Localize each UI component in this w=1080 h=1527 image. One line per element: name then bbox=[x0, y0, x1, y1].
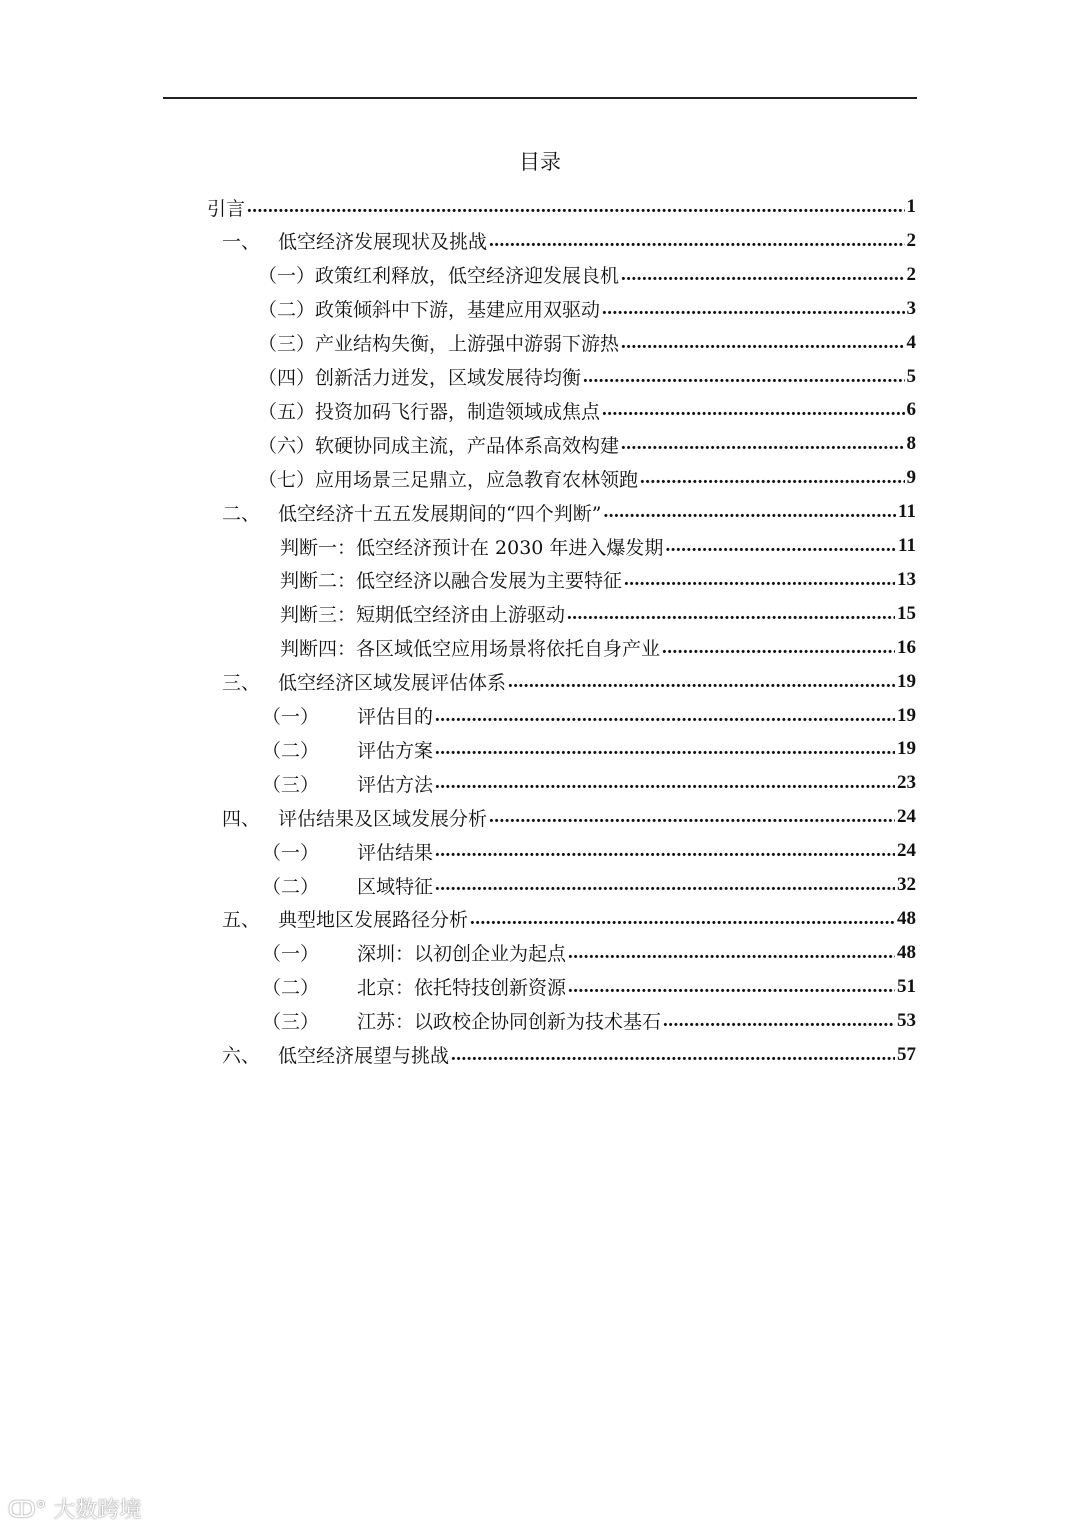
toc-page-number: 11 bbox=[898, 501, 916, 523]
dot-leader bbox=[435, 705, 895, 727]
toc-entry-title: 判断一：低空经济预计在 2030 年进入爆发期 bbox=[280, 536, 664, 559]
toc-entry-title: （五）投资加码飞行器，制造领域成焦点 bbox=[258, 400, 601, 423]
toc-page-number: 53 bbox=[897, 1009, 916, 1031]
dot-leader bbox=[508, 671, 895, 693]
dot-leader bbox=[435, 738, 895, 760]
toc-entry-title: （七）应用场景三足鼎立，应急教育农林领跑 bbox=[258, 468, 639, 491]
toc-page-number: 19 bbox=[897, 670, 916, 692]
watermark-text: 大数跨境 bbox=[53, 1498, 142, 1523]
toc-entry-number: 五、 bbox=[222, 909, 261, 932]
dot-leader bbox=[435, 840, 895, 862]
toc-entry-number: （一） bbox=[262, 841, 320, 864]
toc-entry-title: 北京：依托特技创新资源 bbox=[357, 977, 567, 1000]
toc-entry-title: 低空经济十五五发展期间的“四个判断” bbox=[278, 502, 602, 525]
toc-entry-title: 评估结果及区域发展分析 bbox=[278, 807, 488, 830]
toc-entry[interactable] bbox=[222, 902, 916, 936]
toc-entry-number: （二） bbox=[262, 875, 320, 898]
toc-entry-number: （一） bbox=[262, 943, 320, 966]
toc-entry[interactable] bbox=[262, 936, 916, 970]
toc-entry[interactable] bbox=[258, 393, 916, 427]
toc-entry[interactable] bbox=[262, 699, 916, 733]
toc-page-number: 8 bbox=[906, 433, 916, 455]
toc-page-number: 48 bbox=[897, 941, 916, 963]
toc-entry-title: 判断三：短期低空经济由上游驱动 bbox=[280, 604, 566, 627]
toc-entry[interactable] bbox=[222, 665, 916, 699]
toc-page-number: 15 bbox=[897, 602, 916, 624]
toc-entry-title: 低空经济发展现状及挑战 bbox=[278, 231, 488, 254]
toc-entry-number: （三） bbox=[262, 1011, 320, 1034]
toc-entry-number: 三、 bbox=[222, 672, 261, 695]
toc-entry[interactable] bbox=[222, 800, 916, 834]
toc-entry-title: 判断四：各区域低空应用场景将依托自身产业 bbox=[280, 638, 661, 661]
toc-entry-number: （三） bbox=[262, 773, 320, 796]
dot-leader bbox=[435, 772, 895, 794]
dot-leader bbox=[451, 1044, 895, 1066]
toc-entry[interactable] bbox=[262, 1004, 916, 1038]
toc-page-number: 16 bbox=[897, 636, 916, 658]
dot-leader bbox=[567, 603, 895, 625]
toc-page-number: 48 bbox=[897, 907, 916, 929]
dot-leader bbox=[621, 433, 904, 455]
toc-page-number: 2 bbox=[906, 263, 916, 285]
toc-entry[interactable] bbox=[262, 766, 916, 800]
toc-entry-number: （一） bbox=[262, 706, 320, 728]
toc-entry[interactable] bbox=[280, 631, 916, 665]
toc-entry[interactable] bbox=[258, 427, 916, 461]
toc-title: 目录 bbox=[519, 150, 561, 174]
dot-leader bbox=[435, 874, 895, 896]
dot-leader bbox=[583, 366, 904, 388]
toc-entry-title: 评估方案 bbox=[357, 739, 434, 762]
toc-entry-title: （一）政策红利释放，低空经济迎发展良机 bbox=[258, 265, 620, 288]
toc-page-number: 19 bbox=[897, 738, 916, 760]
toc-entry-title: （六）软硬协同成主流，产品体系高效构建 bbox=[258, 434, 620, 457]
toc-entry-title: （三）产业结构失衡，上游强中游弱下游热 bbox=[258, 333, 620, 356]
toc-entry-title: 判断二：低空经济以融合发展为主要特征 bbox=[280, 570, 623, 593]
toc-page-number: 4 bbox=[906, 331, 916, 353]
toc-page-number: 6 bbox=[906, 399, 916, 421]
toc-entry[interactable] bbox=[222, 1038, 916, 1072]
toc-entry-number: （二） bbox=[262, 739, 320, 762]
toc-entry-number: 二、 bbox=[222, 502, 261, 525]
dot-leader bbox=[663, 1010, 895, 1032]
toc-entry[interactable] bbox=[262, 732, 916, 766]
toc-entry-title: 区域特征 bbox=[357, 875, 434, 898]
toc-entry[interactable] bbox=[258, 258, 916, 292]
toc-entry[interactable] bbox=[280, 563, 916, 597]
toc-entry-title: 评估目的 bbox=[357, 706, 434, 728]
toc-entry[interactable] bbox=[258, 292, 916, 326]
dot-leader bbox=[602, 399, 904, 421]
toc-entry-title: 评估结果 bbox=[357, 841, 434, 864]
toc-page-number: 57 bbox=[897, 1043, 916, 1065]
dot-leader bbox=[662, 637, 895, 659]
toc-entry-title: 引言 bbox=[207, 197, 246, 220]
toc-page-number: 24 bbox=[897, 840, 916, 862]
dot-leader bbox=[624, 569, 895, 591]
dot-leader bbox=[602, 298, 904, 320]
dot-leader bbox=[621, 264, 904, 286]
toc-page-number: 5 bbox=[906, 365, 916, 387]
toc-entry-title: （二）政策倾斜中下游，基建应用双驱动 bbox=[258, 299, 601, 322]
dot-leader bbox=[470, 908, 895, 930]
watermark-logo: ↀ° 大数跨境 bbox=[8, 1498, 142, 1523]
header-rule bbox=[163, 97, 917, 99]
toc-entry-number: （二） bbox=[262, 977, 320, 1000]
toc-entry[interactable] bbox=[262, 834, 916, 868]
toc-entry-title: 评估方法 bbox=[357, 773, 434, 796]
toc-entry[interactable] bbox=[280, 597, 916, 631]
toc-page-number: 24 bbox=[897, 806, 916, 828]
dot-leader bbox=[568, 942, 895, 964]
toc-entry-title: 典型地区发展路径分析 bbox=[278, 909, 469, 932]
dot-leader bbox=[489, 806, 895, 828]
toc-entry-title: （四）创新活力迸发，区域发展待均衡 bbox=[258, 367, 582, 389]
dot-leader bbox=[247, 196, 904, 218]
toc-entry-title: 低空经济区域发展评估体系 bbox=[278, 672, 507, 695]
toc-page-number: 13 bbox=[897, 568, 916, 590]
toc-entry[interactable] bbox=[262, 868, 916, 902]
toc-page-number: 1 bbox=[906, 196, 916, 217]
dot-leader bbox=[665, 535, 896, 557]
toc-entry-number: 六、 bbox=[222, 1045, 261, 1067]
toc-entry[interactable] bbox=[222, 224, 916, 258]
dot-leader bbox=[568, 976, 895, 998]
toc-entry[interactable] bbox=[258, 461, 916, 495]
toc-entry-number: 一、 bbox=[222, 231, 261, 254]
toc-page-number: 3 bbox=[906, 297, 916, 319]
toc-entry[interactable] bbox=[207, 190, 916, 224]
toc-entry[interactable] bbox=[280, 529, 916, 563]
dot-leader bbox=[603, 501, 896, 523]
toc-entry-title: 深圳：以初创企业为起点 bbox=[357, 943, 567, 966]
toc-entry[interactable] bbox=[222, 495, 916, 529]
toc-page-number: 11 bbox=[898, 535, 916, 556]
toc-entry[interactable] bbox=[262, 970, 916, 1004]
toc-entry-number: 四、 bbox=[222, 807, 261, 830]
toc-page-number: 23 bbox=[897, 772, 916, 794]
toc-page-number: 51 bbox=[897, 975, 916, 997]
toc-page-number: 2 bbox=[906, 229, 916, 251]
toc-entry[interactable] bbox=[258, 360, 916, 394]
dot-leader bbox=[640, 467, 904, 489]
toc-page-number: 19 bbox=[897, 704, 916, 726]
toc-entry[interactable] bbox=[258, 326, 916, 360]
toc-page-number: 9 bbox=[906, 467, 916, 489]
toc-entry-title: 低空经济展望与挑战 bbox=[278, 1045, 450, 1067]
toc-entry-title: 江苏：以政校企协同创新为技术基石 bbox=[357, 1011, 662, 1034]
dot-leader bbox=[621, 332, 904, 354]
toc-page-number: 32 bbox=[897, 874, 916, 895]
dot-leader bbox=[489, 230, 904, 252]
